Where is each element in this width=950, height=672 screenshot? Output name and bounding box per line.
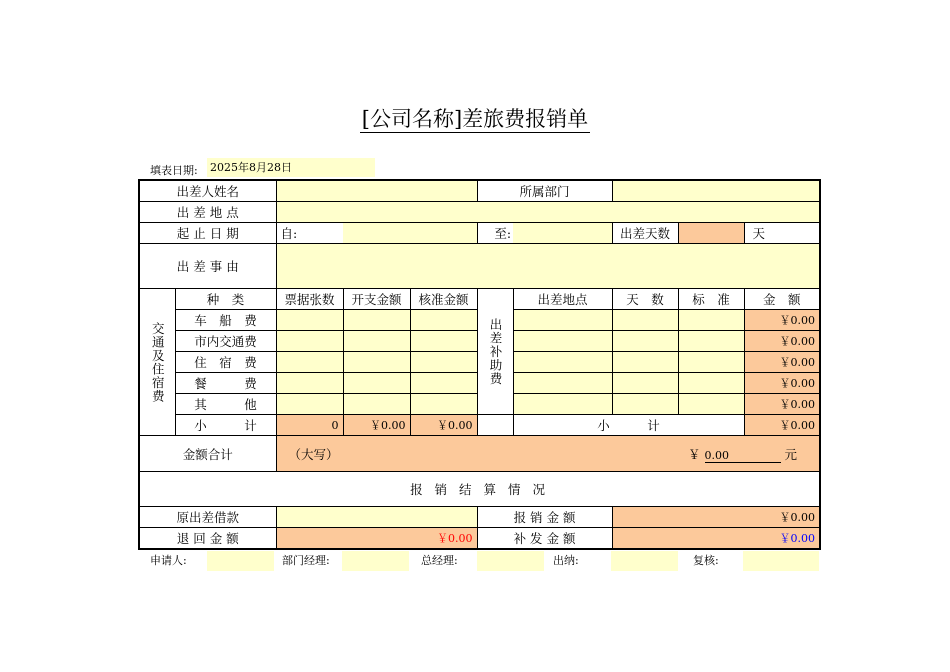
traveler-name-label: 出差人姓名 <box>139 180 276 202</box>
original-advance-label: 原出差借款 <box>139 507 276 528</box>
approved-input[interactable] <box>410 394 477 415</box>
allowance-header-standard: 标 准 <box>678 289 744 310</box>
destination-label: 出 差 地 点 <box>139 202 276 223</box>
allowance-group-text: 出差补助费 <box>488 317 504 386</box>
tickets-input[interactable] <box>276 394 343 415</box>
allowance-location-input[interactable] <box>513 394 612 415</box>
allowance-standard-input[interactable] <box>678 352 744 373</box>
form-title <box>0 103 950 133</box>
total-amount-label: 金额合计 <box>139 436 276 472</box>
total-amount-value: 0.00 <box>705 449 781 463</box>
allowance-location-input[interactable] <box>513 310 612 331</box>
allowance-standard-input[interactable] <box>678 310 744 331</box>
total-amount-numeric <box>688 445 797 463</box>
reviewer-label: 复核: <box>693 554 719 567</box>
gm-label: 总经理: <box>421 554 458 567</box>
tickets-input[interactable] <box>276 352 343 373</box>
fill-date-field[interactable]: 2025年8月28日 <box>207 158 375 177</box>
reimburse-amount-value: ￥0.00 <box>612 507 820 528</box>
allowance-amount-value: ￥0.00 <box>744 331 820 352</box>
approved-input[interactable] <box>410 331 477 352</box>
allowance-location-input[interactable] <box>513 352 612 373</box>
refund-amount-label: 退 回 金 额 <box>139 528 276 550</box>
transport-row-label: 市内交通费 <box>175 331 276 352</box>
tickets-input[interactable] <box>276 310 343 331</box>
form-title-text: [公司名称]差旅费报销单 <box>361 107 589 131</box>
transport-row-label: 车 船 费 <box>175 310 276 331</box>
allowance-subtotal-value: ￥0.00 <box>744 415 820 436</box>
refund-amount-value: ￥0.00 <box>276 528 477 550</box>
transport-group-text: 交通及住宿费 <box>150 321 166 403</box>
dates-label: 起 止 日 期 <box>139 223 276 244</box>
allowance-standard-input[interactable] <box>678 373 744 394</box>
allowance-days-input[interactable] <box>612 352 678 373</box>
tickets-input[interactable] <box>276 331 343 352</box>
allowance-days-input[interactable] <box>612 394 678 415</box>
allowance-header-location: 出差地点 <box>513 289 612 310</box>
transport-header-type: 种 类 <box>175 289 276 310</box>
supplement-amount-value: ￥0.00 <box>612 528 820 550</box>
fill-date-label: 填表日期: <box>150 164 198 177</box>
reimburse-amount-label: 报 销 金 额 <box>477 507 612 528</box>
allowance-amount-value: ￥0.00 <box>744 352 820 373</box>
expense-subtotal: ￥0.00 <box>343 415 410 436</box>
transport-row-label: 餐 费 <box>175 373 276 394</box>
yen-symbol: ￥ <box>688 446 701 462</box>
approved-input[interactable] <box>410 373 477 394</box>
allowance-amount-value: ￥0.00 <box>744 394 820 415</box>
approved-subtotal: ￥0.00 <box>410 415 477 436</box>
transport-header-expense: 开支金额 <box>343 289 410 310</box>
allowance-days-input[interactable] <box>612 373 678 394</box>
expense-input[interactable] <box>343 373 410 394</box>
applicant-sign-field[interactable] <box>207 551 274 571</box>
to-label: 至: <box>477 223 513 244</box>
dept-manager-label: 部门经理: <box>282 554 330 567</box>
department-label: 所属部门 <box>477 180 612 202</box>
approved-input[interactable] <box>410 352 477 373</box>
expense-input[interactable] <box>343 394 410 415</box>
cashier-sign-field[interactable] <box>611 551 678 571</box>
dept-manager-sign-field[interactable] <box>342 551 409 571</box>
days-unit-label: 天 <box>744 223 820 244</box>
transport-header-tickets: 票据张数 <box>276 289 343 310</box>
capital-label: （大写） <box>288 446 339 462</box>
to-date-input[interactable] <box>513 223 612 244</box>
tickets-subtotal: 0 <box>276 415 343 436</box>
applicant-label: 申请人: <box>150 554 187 567</box>
expense-form-table <box>138 179 821 550</box>
allowance-standard-input[interactable] <box>678 331 744 352</box>
supplement-amount-label: 补 发 金 额 <box>477 528 612 550</box>
from-date-input[interactable] <box>343 223 477 244</box>
total-amount-field <box>276 436 820 472</box>
transport-row-label: 住 宿 费 <box>175 352 276 373</box>
allowance-subtotal-label: 小 计 <box>513 415 744 436</box>
allowance-header-amount: 金 额 <box>744 289 820 310</box>
allowance-group-label <box>477 289 513 415</box>
settlement-header: 报 销 结 算 情 况 <box>139 472 820 507</box>
expense-input[interactable] <box>343 310 410 331</box>
allowance-amount-value: ￥0.00 <box>744 310 820 331</box>
from-label: 自: <box>276 223 343 244</box>
allowance-days-input[interactable] <box>612 310 678 331</box>
transport-row-label: 其 他 <box>175 394 276 415</box>
transport-group-label <box>139 289 175 436</box>
traveler-name-input[interactable] <box>276 180 477 202</box>
allowance-header-days: 天 数 <box>612 289 678 310</box>
department-input[interactable] <box>612 180 820 202</box>
yuan-unit: 元 <box>784 446 798 462</box>
expense-input[interactable] <box>343 352 410 373</box>
allowance-standard-input[interactable] <box>678 394 744 415</box>
reason-input[interactable] <box>276 244 820 289</box>
reason-label: 出 差 事 由 <box>139 244 276 289</box>
reviewer-sign-field[interactable] <box>743 551 819 571</box>
travel-days-value[interactable] <box>678 223 744 244</box>
approved-input[interactable] <box>410 310 477 331</box>
allowance-location-input[interactable] <box>513 373 612 394</box>
allowance-amount-value: ￥0.00 <box>744 373 820 394</box>
travel-days-label: 出差天数 <box>612 223 678 244</box>
allowance-location-input[interactable] <box>513 331 612 352</box>
tickets-input[interactable] <box>276 373 343 394</box>
transport-subtotal-label: 小 计 <box>175 415 276 436</box>
transport-header-approved: 核准金额 <box>410 289 477 310</box>
cashier-label: 出纳: <box>553 554 579 567</box>
gm-sign-field[interactable] <box>477 551 544 571</box>
destination-input[interactable] <box>276 202 820 223</box>
original-advance-input[interactable] <box>276 507 477 528</box>
allowance-days-input[interactable] <box>612 331 678 352</box>
expense-input[interactable] <box>343 331 410 352</box>
